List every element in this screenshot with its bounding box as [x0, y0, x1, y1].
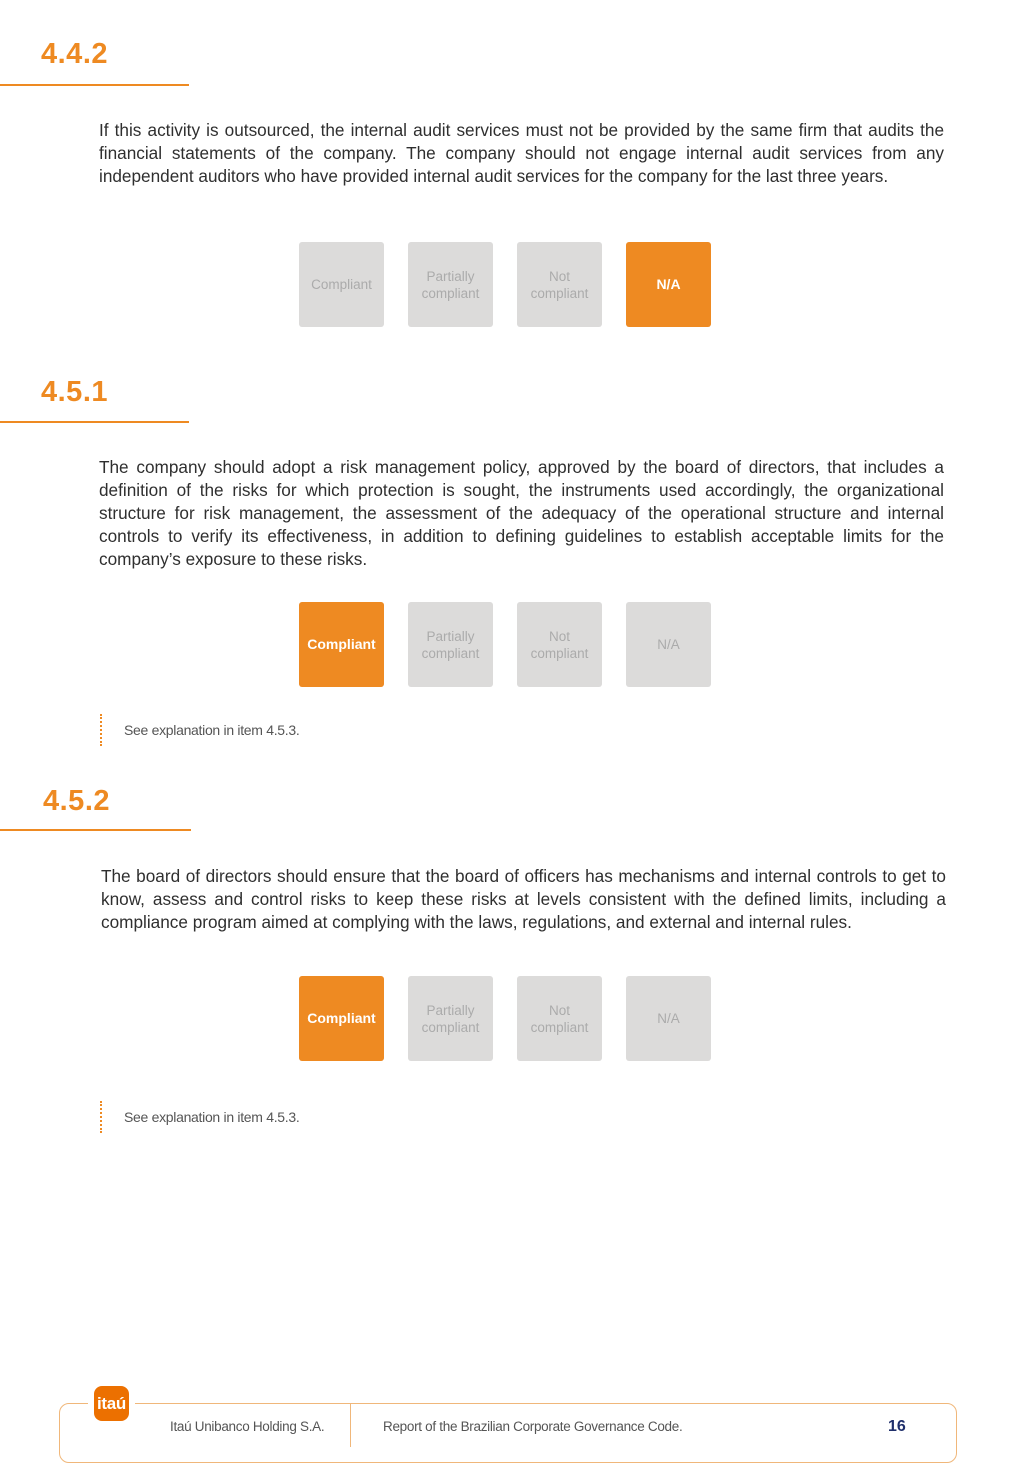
compliance-status-row — [299, 602, 719, 687]
footer-report-title: Report of the Brazilian Corporate Governance Code. — [383, 1419, 683, 1434]
status-not-compliant: Not compliant — [517, 976, 602, 1061]
section-rule — [0, 84, 189, 86]
status-compliant: Compliant — [299, 976, 384, 1061]
footer-divider — [350, 1404, 351, 1447]
section-paragraph: The board of directors should ensure that the board of officers has mechanisms and internal controls to get to know, assess and control risks to keep these risks at levels consistent with the defined limits, including a compliance program aimed at complying with the laws, regulations, and external and internal rules. — [101, 866, 946, 932]
section-number: 4.5.1 — [41, 376, 108, 408]
section-paragraph: The company should adopt a risk management policy, approved by the board of directors, that includes a definition of the risks for which protection is sought, the instruments used accordingly, the organizational structure for risk management, the assessment of the adequacy of the operational structure and internal controls to verify its effectiveness, in addition to defining guidelines to establish acceptable limits for the company’s exposure to these risks. — [99, 457, 944, 569]
section-number: 4.5.2 — [43, 785, 110, 817]
section-paragraph: If this activity is outsourced, the internal audit services must not be provided by the same firm that audits the financial statements of the company. The company should not engage internal audit services from any independent auditors who have provided internal audit services for the company for the last three years. — [99, 120, 944, 186]
section-rule — [0, 829, 191, 831]
compliance-status-row — [299, 976, 719, 1061]
section-rule — [0, 421, 189, 423]
explanation-note — [100, 1101, 300, 1133]
itau-logo: itaú — [94, 1386, 129, 1421]
status-compliant: Compliant — [299, 602, 384, 687]
explanation-note-text: See explanation in item 4.5.3. — [124, 1109, 300, 1125]
status-partially-compliant: Partially compliant — [408, 242, 493, 327]
status-not-compliant: Not compliant — [517, 602, 602, 687]
status-not-compliant: Not compliant — [517, 242, 602, 327]
explanation-note-text: See explanation in item 4.5.3. — [124, 722, 300, 738]
status-compliant: Compliant — [299, 242, 384, 327]
footer-company-name: Itaú Unibanco Holding S.A. — [170, 1419, 325, 1434]
status-na: N/A — [626, 602, 711, 687]
status-na: N/A — [626, 242, 711, 327]
status-partially-compliant: Partially compliant — [408, 602, 493, 687]
section-number: 4.4.2 — [41, 38, 108, 70]
status-na: N/A — [626, 976, 711, 1061]
explanation-note — [100, 714, 300, 746]
status-partially-compliant: Partially compliant — [408, 976, 493, 1061]
compliance-status-row — [299, 242, 719, 327]
page-number: 16 — [888, 1418, 906, 1435]
